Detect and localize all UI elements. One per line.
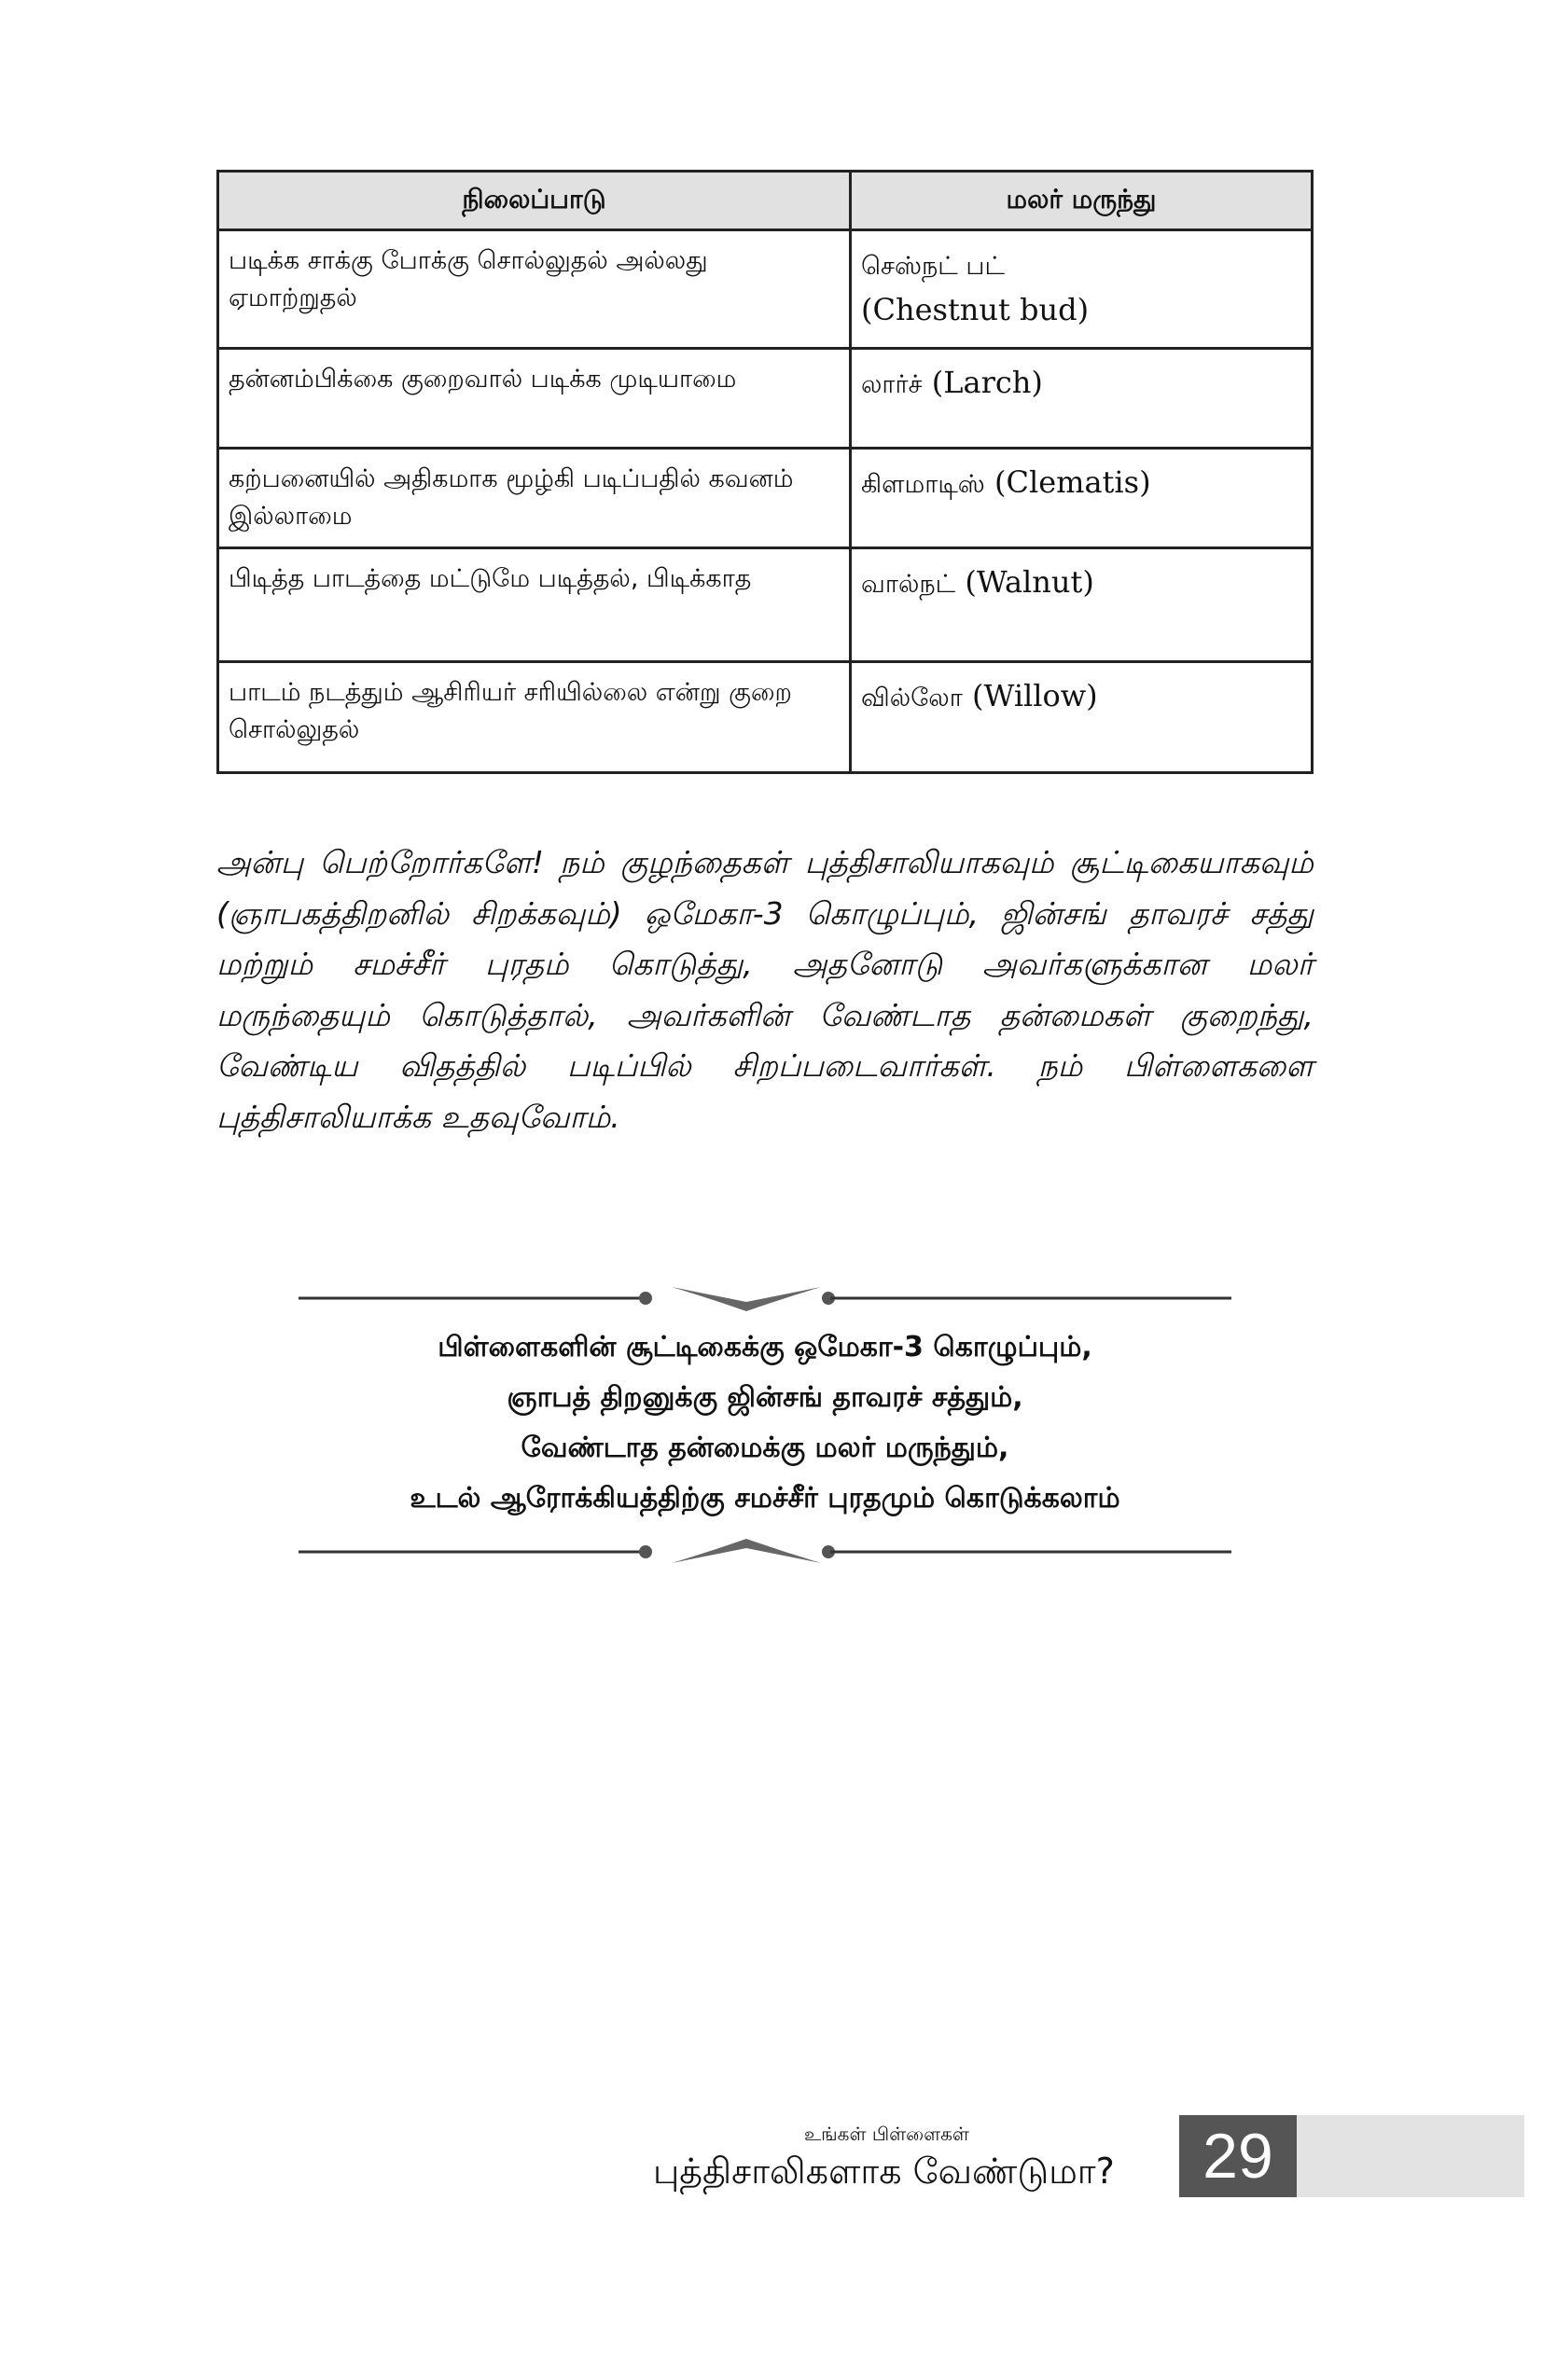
table-row <box>218 548 1313 662</box>
table-row <box>218 662 1313 773</box>
remedy-tamil: வால்நட் <box>861 570 956 599</box>
remedy-english: (Walnut) <box>965 564 1094 600</box>
header-condition: நிலைப்பாடு <box>218 172 851 230</box>
body-paragraph: அன்பு பெற்றோர்களே! நம் குழந்தைகள் புத்திசாலியாகவும் சூட்டிகையாகவும் (ஞாபகத்திறனில் சிறக்கவும்) ஒமேகா-3 கொழுப்பும், ஜின்சங் தாவரச் சத்து மற்றும் சமச்சீர் புரதம் கொடுத்து, அதனோடு அவர்களுக்கான மலர் மருந்தையும் கொடுத்தால், அவர்களின் வேண்டாத தன்மைகள் குறைந்து, வேண்டிய விதத்தில் படிப்பில் சிறப்படைவார்கள். நம் பிள்ளைகளை புத்திசாலியாக்க உதவுவோம். <box>216 844 1314 1135</box>
remedy-tamil: லார்ச் <box>861 370 923 399</box>
header-remedy: மலர் மருந்து <box>851 172 1313 230</box>
remedy-tamil: கிளமாடிஸ் <box>861 470 985 499</box>
quote-line: பிள்ளைகளின் சூட்டிகைக்கு ஒமேகா-3 கொழுப்பும், <box>438 1331 1092 1363</box>
remedy-cell <box>851 230 1313 349</box>
condition-cell: கற்பனையில் அதிகமாக மூழ்கி படிப்பதில் கவனம் இல்லாமை <box>218 449 851 548</box>
condition-cell: படிக்க சாக்கு போக்கு சொல்லுதல் அல்லது ஏமாற்றுதல் <box>218 230 851 349</box>
remedy-tamil: செஸ்நட் பட் <box>861 252 1005 281</box>
table-row <box>218 230 1313 349</box>
remedy-english: (Chestnut bud) <box>861 292 1090 327</box>
table-header-row <box>218 172 1313 230</box>
remedy-cell <box>851 548 1313 662</box>
remedy-cell <box>851 349 1313 449</box>
condition-cell: பாடம் நடத்தும் ஆசிரியர் சரியில்லை என்று குறை சொல்லுதல் <box>218 662 851 773</box>
quote-line: ஞாபத் திறனுக்கு ஜின்சங் தாவரச் சத்தும், <box>507 1381 1023 1414</box>
remedy-english: (Willow) <box>972 678 1098 713</box>
quote-line: வேண்டாத தன்மைக்கு மலர் மருந்தும், <box>521 1432 1009 1464</box>
remedy-cell <box>851 662 1313 773</box>
table-row <box>218 349 1313 449</box>
page-number-band <box>1297 2115 1524 2197</box>
remedy-english: (Larch) <box>931 365 1043 400</box>
page-number: 29 <box>1179 2115 1297 2197</box>
highlight-quote <box>216 1322 1314 1524</box>
quote-line: உடல் ஆரோக்கியத்திற்கு சமச்சீர் புரதமும் கொடுக்கலாம் <box>410 1482 1120 1515</box>
table-row <box>218 449 1313 548</box>
ornament-divider-top <box>299 1280 1231 1317</box>
remedy-tamil: வில்லோ <box>861 684 963 713</box>
footer-book-title: புத்திசாலிகளாக வேண்டுமா? <box>653 2151 1115 2192</box>
remedy-table <box>216 170 1314 774</box>
condition-cell: பிடித்த பாடத்தை மட்டுமே படித்தல், பிடிக்காத <box>218 548 851 662</box>
remedy-cell <box>851 449 1313 548</box>
condition-cell: தன்னம்பிக்கை குறைவால் படிக்க முடியாமை <box>218 349 851 449</box>
footer-book-subtitle: உங்கள் பிள்ளைகள் <box>804 2123 969 2145</box>
ornament-divider-bottom <box>299 1533 1231 1571</box>
remedy-english: (Clematis) <box>994 464 1151 500</box>
